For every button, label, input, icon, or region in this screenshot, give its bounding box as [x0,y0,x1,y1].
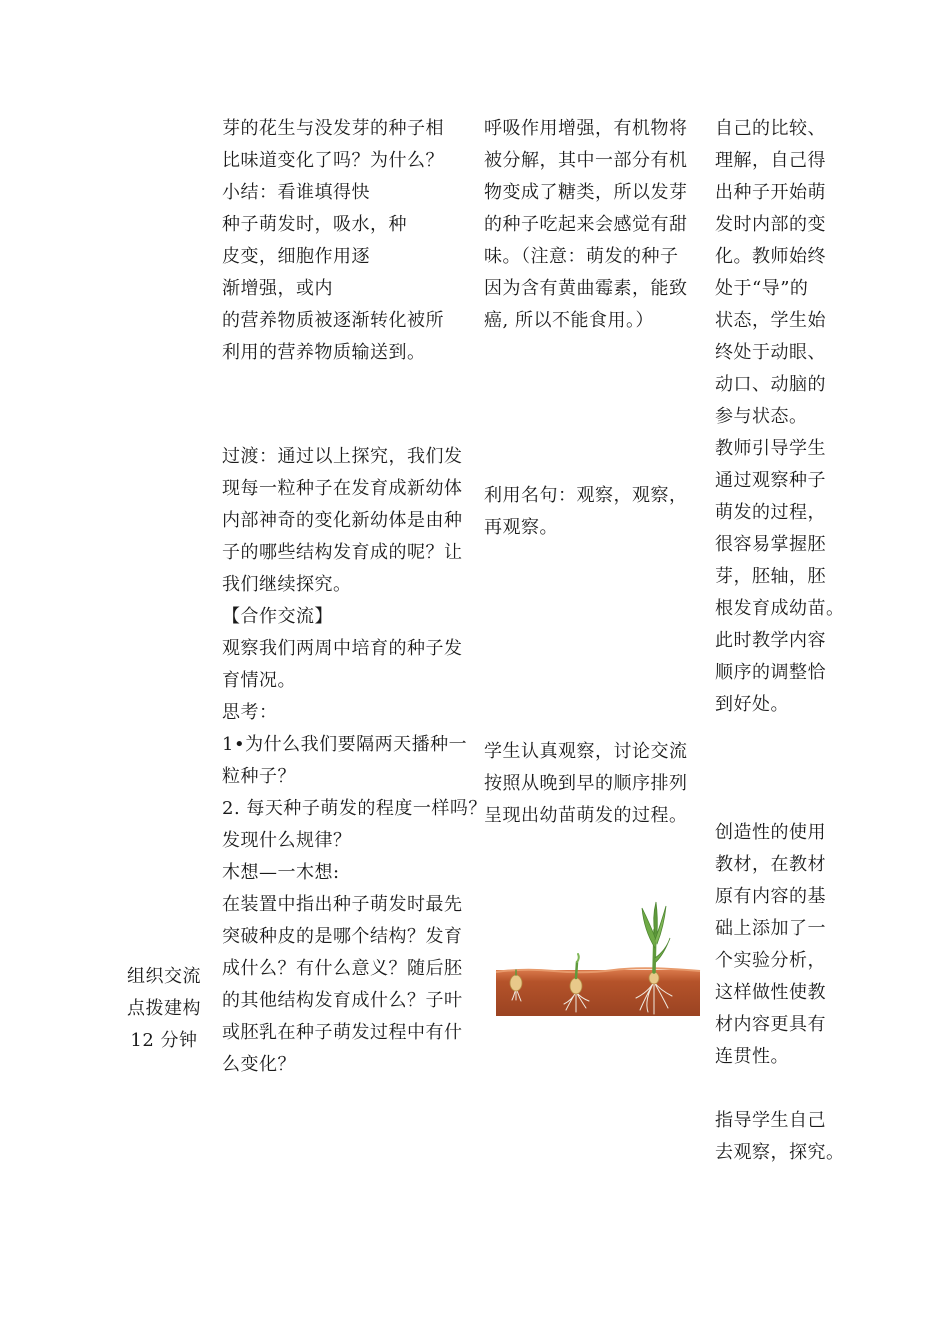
text-line: 育情况。 [222,670,296,691]
text-line: 子的哪些结构发育成的呢？让 [222,542,463,563]
text-line: 过渡：通过以上探究，我们发 [222,446,463,467]
text-line: 此时教学内容 [715,630,826,651]
text-line: 味。（注意：萌发的种子 [484,246,679,267]
text-line: 种子萌发时，吸水，种 [222,214,407,235]
text-line: 萌发的过程， [715,502,826,523]
text-line: 再观察。 [484,517,558,538]
text-line: 教师引导学生 [715,438,826,459]
text-line: 连贯性。 [715,1046,789,1067]
text-line: 顺序的调整恰 [715,662,826,683]
textbook-use-block [715,817,845,1073]
text-line: 材内容更具有 [715,1014,826,1035]
text-line: 根发育成幼苗。 [715,598,845,619]
stage-duration: 12 分钟 [130,1030,198,1051]
text-line: 状态，学生始 [715,310,826,331]
text-line: 按照从晚到早的顺序排列 [484,773,688,794]
summary-block [222,113,482,369]
text-line: 木想—一木想: [222,862,340,883]
guidance-block [715,1105,845,1169]
text-line: 到好处。 [715,694,789,715]
text-line: 创造性的使用 [715,822,826,843]
section-heading: 【合作交流】 [222,606,333,627]
question-line: 发现什么规律？ [222,830,352,851]
observation-quote-block [484,480,706,544]
text-line: 的其他结构发育成什么？子叶 [222,990,463,1011]
text-line: 我们继续探究。 [222,574,352,595]
text-line: 终处于动眼、 [715,342,826,363]
text-line: 或胚乳在种子萌发过程中有什 [222,1022,463,1043]
text-line: 内部神奇的变化新幼体是由种 [222,510,463,531]
text-line: 呼吸作用增强，有机物将 [484,118,688,139]
text-line: 物变成了糖类，所以发芽 [484,182,688,203]
text-line: 利用的营养物质输送到。 [222,342,426,363]
text-line: 出种子开始萌 [715,182,826,203]
text-line: 教材，在教材 [715,854,826,875]
text-line: 这样做性使教 [715,982,826,1003]
text-line: 突破种皮的是哪个结构？发育 [222,926,463,947]
text-line: 癌, 所以不能食用。） [484,310,654,331]
intent-block [715,113,845,721]
text-line: 么变化？ [222,1054,296,1075]
soil-layer [496,970,700,1016]
respiration-block [484,113,706,337]
question-line: 1•为什么我们要隔两天播种一 [222,734,468,755]
text-line: 呈现出幼苗萌发的过程。 [484,805,688,826]
text-line: 学生认真观察，讨论交流 [484,741,688,762]
text-line: 理解，自己得 [715,150,826,171]
text-line: 动口、动脑的 [715,374,826,395]
text-line: 很容易掌握胚 [715,534,826,555]
text-line: 通过观察种子 [715,470,826,491]
text-line: 思考： [222,702,278,723]
text-line: 芽的花生与没发芽的种子相 [222,118,444,139]
cooperation-block [222,441,487,1081]
text-line: 原有内容的基 [715,886,826,907]
text-line: 的营养物质被逐渐转化被所 [222,310,444,331]
text-line: 利用名句：观察，观察， [484,485,688,506]
text-line: 成什么？有什么意义？随后胚 [222,958,463,979]
design-intent-column [715,113,845,1169]
text-line: 处于“导”的 [715,278,809,299]
text-line: 发时内部的变 [715,214,826,235]
seed-germination-stages-illustration [494,900,702,1018]
student-activity-column [484,113,706,832]
teacher-activity-column [222,113,487,1081]
stage-label-column [124,961,204,1057]
text-line: 因为含有黄曲霉素，能致 [484,278,688,299]
text-line: 芽，胚轴，胚 [715,566,826,587]
question-line: 粒种子？ [222,766,296,787]
text-line: 比味道变化了吗？为什么？ [222,150,444,171]
text-line: 个实验分析， [715,950,826,971]
text-line: 化。教师始终 [715,246,826,267]
stage-label-line: 点拨建构 [127,998,201,1019]
text-line: 指导学生自己 [715,1110,826,1131]
text-line: 的种子吃起来会感觉有甜 [484,214,688,235]
text-line: 础上添加了一 [715,918,826,939]
text-line: 参与状态。 [715,406,808,427]
stage-label-line: 组织交流 [127,966,201,987]
text-line: 渐增强，或内 [222,278,333,299]
text-line: 观察我们两周中培育的种子发 [222,638,463,659]
text-line: 在装置中指出种子萌发时最先 [222,894,463,915]
text-line: 皮变，细胞作用逐 [222,246,370,267]
text-line: 自己的比较、 [715,118,826,139]
question-line: 2. 每天种子萌发的程度一样吗？ [222,798,487,819]
text-line: 现每一粒种子在发育成新幼体 [222,478,463,499]
discussion-block [484,736,706,832]
text-line: 小结：看谁填得快 [222,182,370,203]
text-line: 被分解，其中一部分有机 [484,150,688,171]
text-line: 去观察，探究。 [715,1142,845,1163]
